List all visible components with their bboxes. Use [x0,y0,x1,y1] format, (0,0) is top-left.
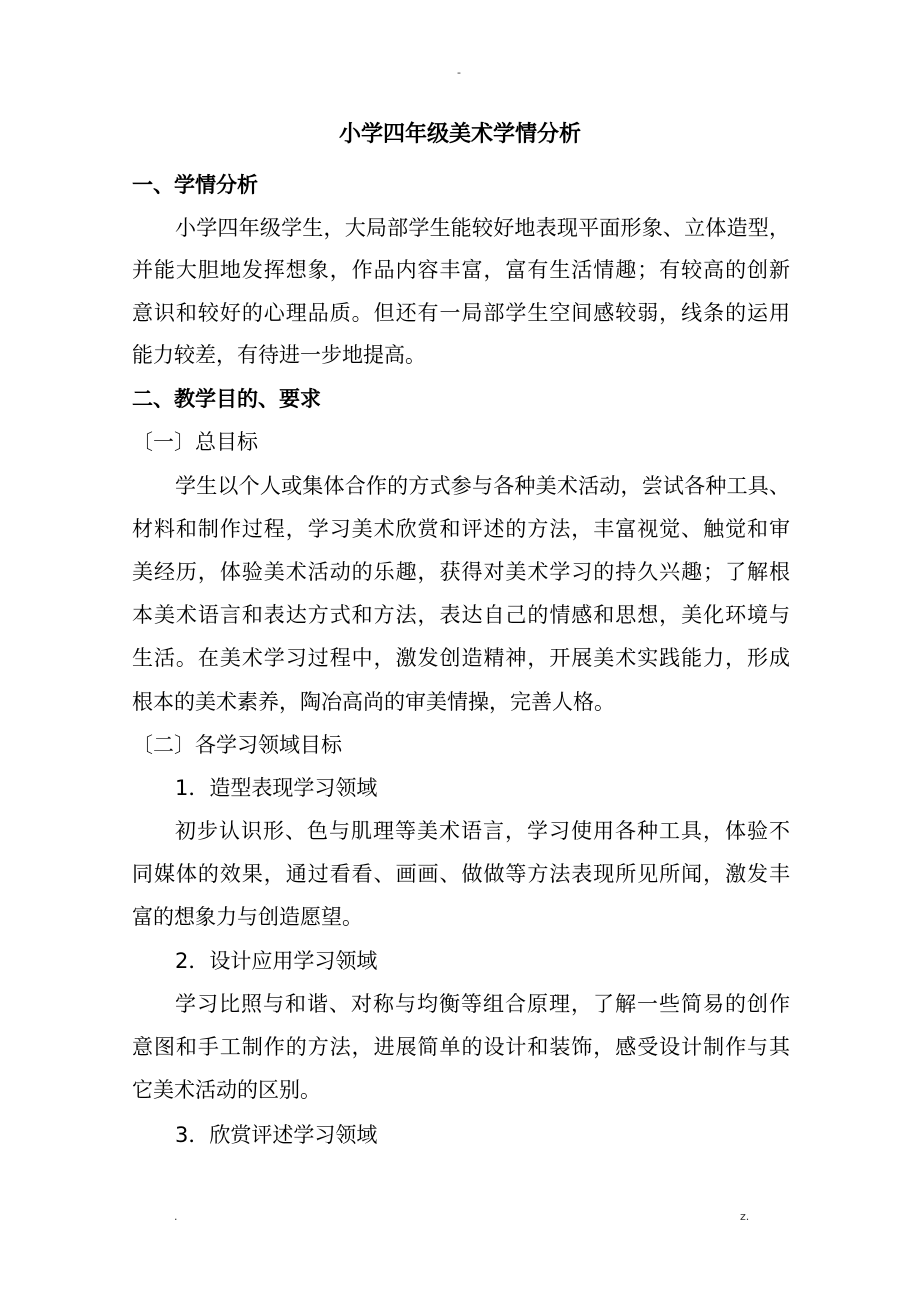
area-heading: 2．设计应用学习领域 [175,949,378,973]
paragraph-line: 初步认识形、色与肌理等美术语言，学习使用各种工具，体验不 [175,819,790,843]
paragraph-line: 根本的美术素养，陶冶高尚的审美情操，完善人格。 [132,690,615,714]
section-heading: 二、教学目的、要求 [132,387,321,411]
paragraph-line: 学生以个人或集体合作的方式参与各种美术活动，尝试各种工具、 [175,474,790,498]
page-title: 小学四年级美术学情分析 [338,122,581,147]
paragraph-line: 它美术活动的区别。 [132,1078,321,1102]
header-mark: - [457,66,461,79]
paragraph-line: 富的想象力与创造愿望。 [132,905,363,929]
paragraph-line: 并能大胆地发挥想象，作品内容丰富，富有生活情趣；有较高的创新 [132,258,790,282]
area-heading: 1．造型表现学习领域 [175,776,378,800]
subsection-heading: 〔二〕各学习领域目标 [132,733,342,757]
paragraph-line: 材料和制作过程，学习美术欣赏和评述的方法，丰富视觉、触觉和审 [132,517,790,541]
section-heading: 一、学情分析 [132,173,258,197]
paragraph-line: 能力较差，有待进一步地提高。 [132,343,426,367]
paragraph-line: 美经历，体验美术活动的乐趣，获得对美术学习的持久兴趣；了解根 [132,560,790,584]
paragraph-line: 生活。在美术学习过程中，激发创造精神，开展美术实践能力，形成 [132,646,790,670]
paragraph-line: 意图和手工制作的方法，进展简单的设计和装饰，感受设计制作与其 [132,1035,790,1059]
area-heading: 3．欣赏评述学习领域 [175,1123,378,1147]
paragraph-line: 意识和较好的心理品质。但还有一局部学生空间感较弱，线条的运用 [132,301,790,325]
paragraph-line: 本美术语言和表达方式和方法，表达自己的情感和思想，美化环境与 [132,603,790,627]
footer-right-mark: z. [740,1210,750,1223]
paragraph-line: 小学四年级学生，大局部学生能较好地表现平面形象、立体造型， [175,216,790,240]
subsection-heading: 〔一〕总目标 [132,430,258,454]
paragraph-line: 同媒体的效果，通过看看、画画、做做等方法表现所见所闻，激发丰 [132,862,790,886]
paragraph-line: 学习比照与和谐、对称与均衡等组合原理，了解一些简易的创作 [175,992,790,1016]
footer-left-mark: . [174,1210,178,1223]
